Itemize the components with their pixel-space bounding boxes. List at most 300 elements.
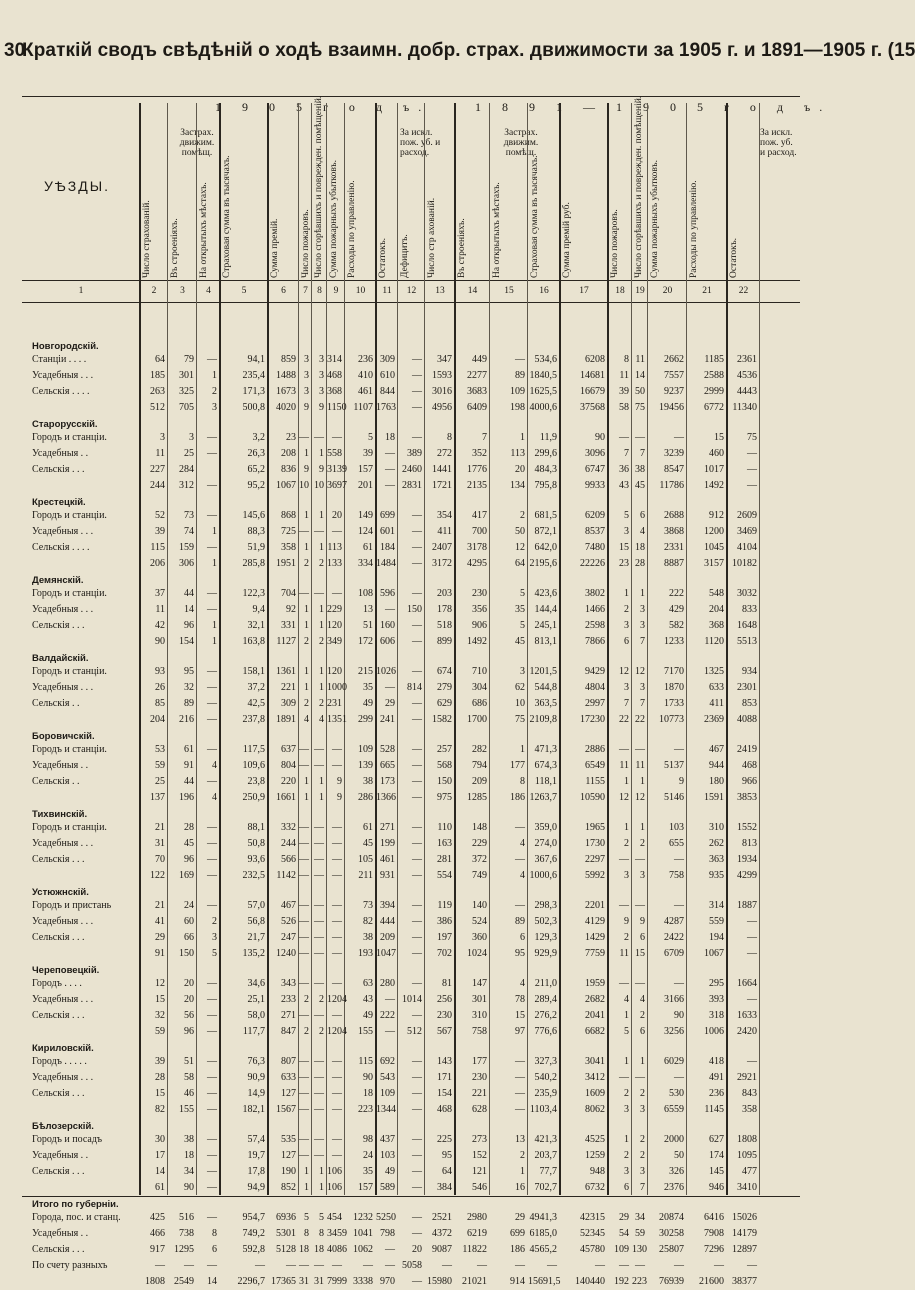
table-cell: 1591 (704, 792, 724, 803)
table-cell: 24 (363, 1150, 373, 1161)
table-cell: 14 (635, 370, 645, 381)
table-cell: — (332, 1150, 342, 1161)
table-row (28, 914, 800, 930)
column-header-1905: Страховая сумма въ тысячахъ. (222, 155, 232, 278)
table-cell: 358 (281, 542, 296, 553)
table-cell: 534,6 (534, 354, 557, 365)
table-cell: — (412, 948, 422, 959)
table-cell: 2 (640, 1010, 645, 1021)
table-row (28, 774, 800, 790)
table-cell: 39 (155, 526, 165, 537)
table-cell: 2 (304, 1026, 309, 1037)
table-cell: — (412, 370, 422, 381)
section-heading (28, 494, 800, 508)
table-cell: 75 (635, 402, 645, 413)
table-cell: 1200 (704, 526, 724, 537)
table-cell: 120 (327, 666, 342, 677)
table-cell: — (412, 1228, 422, 1239)
table-cell: 236 (709, 1088, 724, 1099)
row-label: Городъ и станціи. (32, 822, 107, 833)
table-row (28, 1210, 800, 1226)
table-cell: — (412, 526, 422, 537)
table-cell: 1 (304, 620, 309, 631)
table-cell: 4000,6 (529, 402, 557, 413)
table-cell: — (515, 1072, 525, 1083)
table-cell: 10 (314, 480, 324, 491)
column-header-1905: На открытыхъ мѣстахъ. (199, 182, 209, 278)
section-heading (28, 1196, 800, 1210)
table-cell: 655 (669, 838, 684, 849)
table-cell: 124 (358, 526, 373, 537)
table-cell: 244 (281, 838, 296, 849)
table-cell: 4 (520, 838, 525, 849)
table-cell: — (635, 744, 645, 755)
table-cell: 1142 (276, 870, 296, 881)
row-label: Сельскія . . (32, 698, 80, 709)
table-cell: 853 (742, 698, 757, 709)
table-cell: 1045 (704, 542, 724, 553)
table-cell: 3 (189, 432, 194, 443)
table-cell: 51 (184, 1056, 194, 1067)
table-cell: 702,7 (534, 1182, 557, 1193)
table-cell: — (332, 526, 342, 537)
table-cell: 6682 (585, 1026, 605, 1037)
table-cell: 1 (304, 510, 309, 521)
table-cell: — (314, 1072, 324, 1083)
table-cell: 954,7 (242, 1212, 265, 1223)
table-cell: 59 (635, 1228, 645, 1239)
table-cell: — (332, 932, 342, 943)
table-cell: 109 (614, 1244, 629, 1255)
section-heading (28, 728, 800, 742)
table-row (28, 976, 800, 992)
table-cell: — (412, 1010, 422, 1021)
table-cell: 975 (437, 792, 452, 803)
table-cell: 298,3 (534, 900, 557, 911)
table-cell: — (477, 1260, 487, 1271)
table-cell: 1 (212, 558, 217, 569)
table-cell: — (207, 1134, 217, 1145)
table-cell: 23 (286, 432, 296, 443)
table-cell: 1 (304, 776, 309, 787)
table-cell: 38 (363, 776, 373, 787)
section-heading (28, 962, 800, 976)
table-cell: 137 (150, 792, 165, 803)
table-cell: — (207, 682, 217, 693)
table-cell: 795,8 (534, 480, 557, 491)
table-cell: — (674, 1072, 684, 1083)
table-cell: — (747, 480, 757, 491)
table-cell: 289,4 (534, 994, 557, 1005)
row-label: Городъ и станціи. (32, 588, 107, 599)
table-cell: 1006 (704, 1026, 724, 1037)
section-heading (28, 1118, 800, 1132)
table-cell: 2886 (585, 744, 605, 755)
column-number: 21 (702, 286, 712, 296)
table-cell: 1 (624, 822, 629, 833)
table-cell: 906 (472, 620, 487, 631)
table-cell: 1067 (276, 480, 296, 491)
column-number: 9 (333, 286, 339, 296)
table-cell: 39 (363, 448, 373, 459)
uezd-name: Валдайскій. (32, 653, 89, 664)
table-cell: 120 (327, 620, 342, 631)
table-cell: 12897 (732, 1244, 757, 1255)
table-cell: — (314, 822, 324, 833)
table-cell: 8 (447, 432, 452, 443)
table-cell: — (332, 744, 342, 755)
table-cell: 872,1 (534, 526, 557, 537)
table-cell: 185 (150, 370, 165, 381)
table-cell: 93 (155, 666, 165, 677)
column-number: 8 (317, 286, 322, 296)
table-cell: 1041 (353, 1228, 373, 1239)
table-cell: 686 (472, 698, 487, 709)
table-cell: 15026 (732, 1212, 757, 1223)
table-cell: 356 (472, 604, 487, 615)
table-cell: 1441 (432, 464, 452, 475)
table-cell: 262 (709, 838, 724, 849)
table-cell: 18 (385, 432, 395, 443)
table-cell: 9429 (585, 666, 605, 677)
table-cell: 467 (281, 900, 296, 911)
table-cell: — (207, 776, 217, 787)
table-cell: 9 (337, 776, 342, 787)
table-cell: — (314, 588, 324, 599)
table-cell: 225 (437, 1134, 452, 1145)
table-cell: 548 (709, 588, 724, 599)
table-cell: 589 (380, 1182, 395, 1193)
table-cell: 4020 (276, 402, 296, 413)
table-cell: 263 (150, 386, 165, 397)
table-cell: 868 (281, 510, 296, 521)
table-cell: 103 (380, 1150, 395, 1161)
table-cell: 42,5 (247, 698, 265, 709)
section-heading (28, 884, 800, 898)
table-cell: 22 (619, 714, 629, 725)
table-cell: 2 (624, 604, 629, 615)
table-cell: 3 (640, 1104, 645, 1115)
column-header-1905: Сумма пожарныхъ убытковъ. (329, 160, 339, 278)
table-cell: 1959 (585, 978, 605, 989)
table-cell: 282 (472, 744, 487, 755)
table-cell: 1204 (327, 994, 347, 1005)
table-cell: — (314, 760, 324, 771)
table-cell: 299 (358, 714, 373, 725)
table-cell: 211,0 (534, 978, 557, 989)
table-cell: 35 (515, 604, 525, 615)
table-cell: 95 (442, 1150, 452, 1161)
table-cell: 92 (286, 604, 296, 615)
table-cell: 5 (520, 620, 525, 631)
table-cell: 1240 (276, 948, 296, 959)
table-cell: 89 (515, 916, 525, 927)
table-cell: — (412, 822, 422, 833)
table-cell: 310 (709, 822, 724, 833)
table-cell: — (412, 932, 422, 943)
table-cell: 3 (304, 386, 309, 397)
column-header-1891: Число сгорѣвшихъ и поврежден. помѣщеній. (634, 95, 644, 278)
table-cell: 8 (624, 354, 629, 365)
table-cell: 468 (437, 1104, 452, 1115)
table-cell: 1 (212, 636, 217, 647)
table-cell: — (385, 1244, 395, 1255)
table-cell: — (314, 1260, 324, 1271)
table-cell: 209 (472, 776, 487, 787)
table-cell: 163,8 (242, 636, 265, 647)
table-cell: 1 (624, 588, 629, 599)
table-cell: 58,0 (247, 1010, 265, 1021)
table-cell: — (412, 1150, 422, 1161)
table-cell: — (299, 526, 309, 537)
table-cell: 37 (155, 588, 165, 599)
table-cell: — (412, 510, 422, 521)
table-cell: 349 (327, 636, 342, 647)
table-cell: 2 (319, 1026, 324, 1037)
data-table (28, 338, 800, 1290)
table-cell: 512 (150, 402, 165, 413)
table-cell: — (619, 744, 629, 755)
table-cell: — (385, 682, 395, 693)
table-cell: 312 (179, 480, 194, 491)
row-label: Усадебныя . . . (32, 370, 94, 381)
row-label: Сельскія . . . (32, 932, 85, 943)
table-cell: — (412, 1166, 422, 1177)
table-cell: 109 (380, 1088, 395, 1099)
uezd-name: Боровичскій. (32, 731, 95, 742)
table-cell: — (207, 666, 217, 677)
table-cell: 109 (358, 744, 373, 755)
table-cell: 79 (184, 354, 194, 365)
table-cell: 393 (709, 994, 724, 1005)
table-cell: 222 (380, 1010, 395, 1021)
table-cell: 2 (304, 698, 309, 709)
table-cell: — (207, 604, 217, 615)
table-row (28, 446, 800, 462)
table-cell: 45 (635, 480, 645, 491)
table-cell: 9 (319, 464, 324, 475)
table-cell: 15691,5 (528, 1276, 561, 1287)
table-cell: 180 (709, 776, 724, 787)
table-cell: 468 (742, 760, 757, 771)
table-cell: 347 (437, 354, 452, 365)
table-cell: 2407 (432, 542, 452, 553)
table-row (28, 430, 800, 446)
table-cell: 596 (380, 588, 395, 599)
table-cell: — (674, 744, 684, 755)
table-cell: 2521 (432, 1212, 452, 1223)
column-number: 20 (662, 286, 673, 296)
table-cell: 1840,5 (529, 370, 557, 381)
column-number: 18 (615, 286, 625, 296)
table-cell: 2422 (664, 932, 684, 943)
table-cell: 859 (281, 354, 296, 365)
table-cell: 1095 (737, 1150, 757, 1161)
table-cell: 11822 (462, 1244, 487, 1255)
table-cell: 235,9 (534, 1088, 557, 1099)
table-cell: 81 (442, 978, 452, 989)
column-header-1891: На открытыхъ мѣстахъ. (492, 182, 502, 278)
table-cell: 3 (212, 402, 217, 413)
table-cell: 122,3 (242, 588, 265, 599)
table-cell: 14 (184, 604, 194, 615)
table-cell: 4 (304, 714, 309, 725)
table-cell: 360 (472, 932, 487, 943)
row-label: Усадебныя . . . (32, 916, 94, 927)
table-cell: 42 (155, 620, 165, 631)
table-cell: 301 (179, 370, 194, 381)
row-label: Сельскія . . . (32, 1010, 85, 1021)
table-cell: — (314, 1088, 324, 1099)
table-cell: — (385, 994, 395, 1005)
table-cell: 95,2 (247, 480, 265, 491)
table-cell: 702 (437, 948, 452, 959)
table-cell: 2376 (664, 1182, 684, 1193)
table-cell: 7557 (664, 370, 684, 381)
table-cell: 1887 (737, 900, 757, 911)
table-cell: — (619, 1072, 629, 1083)
table-row (28, 742, 800, 758)
table-cell: 3 (319, 370, 324, 381)
table-cell: — (385, 480, 395, 491)
table-cell: 91 (155, 948, 165, 959)
table-cell: 49 (363, 1010, 373, 1021)
table-cell: 6 (640, 1026, 645, 1037)
table-cell: 147 (472, 978, 487, 989)
table-cell: 14,9 (247, 1088, 265, 1099)
table-cell: 42315 (580, 1212, 605, 1223)
table-cell: 274,0 (534, 838, 557, 849)
table-cell: 4 (520, 870, 525, 881)
column-number: 3 (180, 286, 185, 296)
table-cell: 1344 (376, 1104, 396, 1115)
table-cell: 222 (669, 588, 684, 599)
column-number: 13 (435, 286, 445, 296)
table-cell: 2 (319, 558, 324, 569)
table-cell: 7759 (585, 948, 605, 959)
table-cell: 3459 (327, 1228, 347, 1239)
table-cell: 1285 (467, 792, 487, 803)
table-cell: 1633 (737, 1010, 757, 1021)
table-cell: 20 (332, 510, 342, 521)
table-cell: 143 (437, 1056, 452, 1067)
table-cell: — (299, 1104, 309, 1115)
table-row (28, 992, 800, 1008)
table-cell: 710 (472, 666, 487, 677)
table-cell: 127 (281, 1150, 296, 1161)
table-cell: 966 (742, 776, 757, 787)
table-cell: 130 (632, 1244, 647, 1255)
row-label: Городъ . . . . . (32, 1056, 87, 1067)
table-cell: 1609 (585, 1088, 605, 1099)
table-cell: 1185 (704, 354, 724, 365)
table-cell: 14 (155, 1166, 165, 1177)
table-cell: 934 (742, 666, 757, 677)
table-cell: 6209 (585, 510, 605, 521)
table-row (28, 1164, 800, 1180)
table-cell: 58 (184, 1072, 194, 1083)
table-cell: 38377 (732, 1276, 757, 1287)
table-cell: — (207, 1150, 217, 1161)
table-cell: 1492 (704, 480, 724, 491)
table-cell: — (332, 1010, 342, 1021)
table-cell: 223 (632, 1276, 647, 1287)
table-cell: 94,1 (247, 354, 265, 365)
table-cell: 798 (380, 1228, 395, 1239)
table-cell: 2195,6 (529, 558, 557, 569)
table-cell: — (207, 900, 217, 911)
row-label: Сельскія . . . (32, 1166, 85, 1177)
table-cell: — (515, 854, 525, 865)
table-cell: — (674, 900, 684, 911)
table-cell: 1 (304, 448, 309, 459)
table-cell: 1492 (467, 636, 487, 647)
total-row (28, 1180, 800, 1196)
table-cell: 674,3 (534, 760, 557, 771)
loss-group-header-1905: За искл. пож. уб. и расход. (400, 128, 441, 158)
table-row (28, 1132, 800, 1148)
table-cell: 418 (709, 1056, 724, 1067)
table-cell: 1263,7 (529, 792, 557, 803)
table-cell: 190 (281, 1166, 296, 1177)
table-cell: 90 (155, 636, 165, 647)
table-cell: — (619, 1260, 629, 1271)
table-cell: 25807 (659, 1244, 684, 1255)
table-cell: — (385, 464, 395, 475)
table-cell: 18 (184, 1150, 194, 1161)
table-cell: 203,7 (534, 1150, 557, 1161)
table-cell: 642,0 (534, 542, 557, 553)
table-cell: 2598 (585, 620, 605, 631)
table-cell: 6772 (704, 402, 724, 413)
total-row (28, 868, 800, 884)
column-header-1891: Число стр ахованій. (427, 197, 437, 278)
table-row (28, 462, 800, 478)
row-label: Сельскія . . . (32, 1244, 85, 1255)
table-cell: — (332, 822, 342, 833)
table-cell: 5 (624, 510, 629, 521)
table-cell: 14 (207, 1276, 217, 1287)
table-cell: 1 (304, 682, 309, 693)
table-cell: — (332, 1072, 342, 1083)
column-number: 22 (738, 286, 749, 296)
table-cell: 7170 (664, 666, 684, 677)
table-cell: 29 (619, 1212, 629, 1223)
table-cell: 50 (515, 526, 525, 537)
table-cell: 1000,6 (529, 870, 557, 881)
row-label: Усадебныя . . . (32, 838, 94, 849)
table-cell: — (207, 1212, 217, 1223)
table-cell: 23,8 (247, 776, 265, 787)
table-cell: — (207, 1260, 217, 1271)
column-number: 15 (504, 286, 514, 296)
table-cell: 528 (380, 744, 395, 755)
table-row (28, 852, 800, 868)
table-row (28, 1148, 800, 1164)
table-cell: 133 (327, 558, 342, 569)
table-cell: 1 (624, 1134, 629, 1145)
table-cell: 11 (619, 370, 629, 381)
table-cell: 3 (624, 682, 629, 693)
table-cell: 358 (742, 1104, 757, 1115)
table-cell: 50,8 (247, 838, 265, 849)
table-cell: — (207, 1182, 217, 1193)
table-cell: 30 (155, 1134, 165, 1145)
table-cell: 56 (184, 1010, 194, 1021)
table-cell: 3683 (467, 386, 487, 397)
table-cell: 97 (515, 1026, 525, 1037)
table-cell: 186 (510, 1244, 525, 1255)
